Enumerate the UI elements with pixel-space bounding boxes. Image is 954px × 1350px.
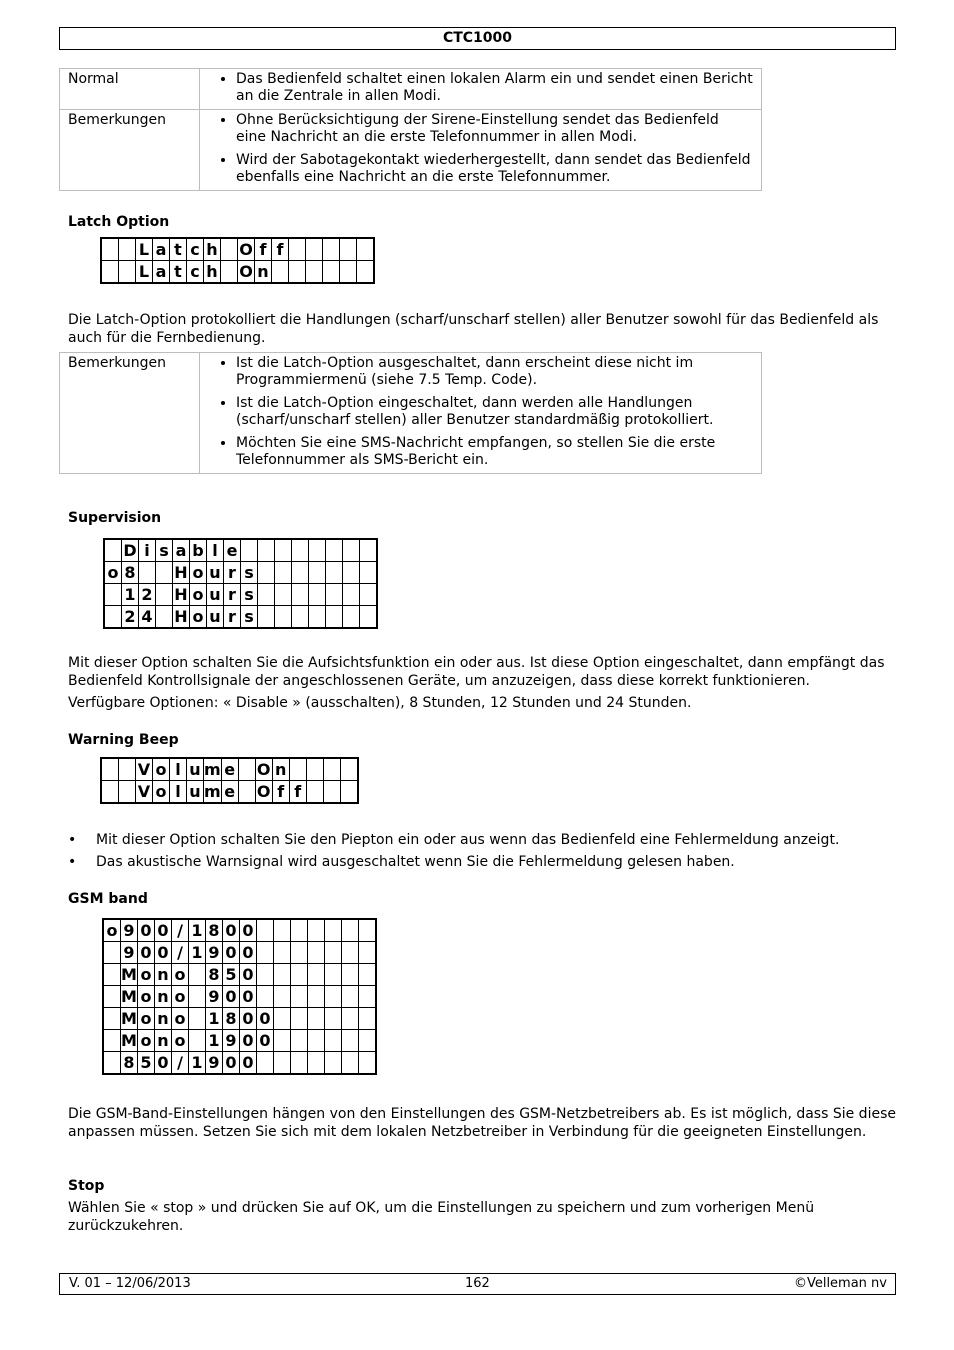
lcd-cell: a xyxy=(153,238,170,261)
lcd-cell xyxy=(359,1030,377,1052)
lcd-cell xyxy=(258,584,275,606)
lcd-cell: r xyxy=(224,606,241,629)
latch-heading: Latch Option xyxy=(68,214,170,230)
lcd-cell xyxy=(343,584,360,606)
lcd-display-warning-beep xyxy=(100,757,359,804)
lcd-cell xyxy=(340,261,357,284)
lcd-cell: u xyxy=(207,606,224,629)
lcd-cell xyxy=(359,986,377,1008)
lcd-cell: 9 xyxy=(121,942,138,964)
list-item xyxy=(68,832,898,849)
lcd-cell: 8 xyxy=(206,964,223,986)
stop-description: Wählen Sie « stop » und drücken Sie auf OK, um die Einstellungen zu speichern und zum vorherigen Menü zurückzukehren. xyxy=(68,1200,815,1234)
lcd-cell xyxy=(360,606,378,629)
lcd-cell xyxy=(103,986,121,1008)
lcd-cell: 0 xyxy=(155,942,172,964)
lcd-cell: 0 xyxy=(257,1008,274,1030)
supervision-heading: Supervision xyxy=(68,510,162,526)
lcd-cell xyxy=(306,238,323,261)
lcd-row xyxy=(101,238,374,261)
lcd-cell: 1 xyxy=(189,1052,206,1075)
lcd-cell: 0 xyxy=(240,964,257,986)
lcd-cell xyxy=(289,238,306,261)
lcd-cell: 0 xyxy=(138,919,155,942)
lcd-cell: n xyxy=(255,261,272,284)
lcd-cell xyxy=(308,1052,325,1075)
lcd-cell xyxy=(360,539,378,562)
footer-version: V. 01 – 12/06/2013 xyxy=(69,1276,191,1291)
lcd-cell xyxy=(189,1030,206,1052)
table-label: Bemerkungen xyxy=(60,110,200,191)
lcd-cell: n xyxy=(155,1008,172,1030)
latch-remarks-table xyxy=(59,352,762,474)
lcd-cell xyxy=(238,758,255,781)
lcd-cell: 9 xyxy=(206,986,223,1008)
lcd-cell: o xyxy=(153,758,170,781)
lcd-cell xyxy=(325,1008,342,1030)
lcd-cell: o xyxy=(172,964,189,986)
stop-heading: Stop xyxy=(68,1178,105,1194)
lcd-cell xyxy=(340,238,357,261)
lcd-cell: 2 xyxy=(139,584,156,606)
lcd-cell xyxy=(258,606,275,629)
lcd-cell: o xyxy=(104,562,122,584)
lcd-cell xyxy=(342,964,359,986)
lcd-cell: n xyxy=(155,1030,172,1052)
table-content xyxy=(200,110,762,191)
lcd-cell: s xyxy=(156,539,173,562)
lcd-cell: L xyxy=(136,261,153,284)
lcd-cell xyxy=(119,758,136,781)
lcd-cell xyxy=(257,942,274,964)
lcd-cell xyxy=(323,238,340,261)
lcd-cell: H xyxy=(174,563,188,582)
lcd-cell xyxy=(103,1030,121,1052)
gsm-band-heading: GSM band xyxy=(68,891,148,907)
lcd-cell xyxy=(359,942,377,964)
lcd-cell: e xyxy=(224,539,241,562)
lcd-cell: s xyxy=(241,606,258,629)
lcd-cell xyxy=(308,942,325,964)
table-label: Bemerkungen xyxy=(60,353,200,474)
lcd-cell: o xyxy=(172,1008,189,1030)
lcd-cell: 9 xyxy=(206,1052,223,1075)
lcd-cell: L xyxy=(136,238,153,261)
lcd-cell xyxy=(292,584,309,606)
lcd-cell xyxy=(257,964,274,986)
lcd-row xyxy=(104,562,377,584)
lcd-cell: u xyxy=(207,562,224,584)
lcd-cell xyxy=(342,1052,359,1075)
lcd-cell xyxy=(257,1052,274,1075)
lcd-cell: l xyxy=(170,758,187,781)
lcd-cell: M xyxy=(121,1009,137,1028)
lcd-cell: 0 xyxy=(223,942,240,964)
lcd-cell: o xyxy=(190,562,207,584)
lcd-cell: t xyxy=(170,238,187,261)
lcd-cell xyxy=(325,942,342,964)
lcd-cell xyxy=(359,964,377,986)
lcd-cell: V xyxy=(136,758,153,781)
lcd-cell xyxy=(306,261,323,284)
lcd-cell: M xyxy=(121,965,137,984)
lcd-cell xyxy=(189,964,206,986)
lcd-cell xyxy=(119,781,136,804)
lcd-cell: 1 xyxy=(122,584,139,606)
lcd-cell xyxy=(292,606,309,629)
lcd-cell: h xyxy=(204,261,221,284)
lcd-cell: n xyxy=(155,964,172,986)
lcd-cell xyxy=(342,986,359,1008)
lcd-cell xyxy=(272,261,289,284)
lcd-cell: f xyxy=(255,238,272,261)
lcd-cell: o xyxy=(172,1030,189,1052)
table-content xyxy=(200,69,762,110)
lcd-cell: 0 xyxy=(240,919,257,942)
list-item xyxy=(68,854,898,871)
lcd-cell xyxy=(103,1052,121,1075)
list-item-text: Mit dieser Option schalten Sie den Piepton ein oder aus wenn das Bedienfeld eine Fehlermeldung anzeigt. xyxy=(96,832,840,848)
lcd-cell: 9 xyxy=(121,919,138,942)
lcd-cell: r xyxy=(224,562,241,584)
lcd-cell xyxy=(101,781,119,804)
lcd-cell: 8 xyxy=(121,1052,138,1075)
lcd-cell: o xyxy=(103,919,121,942)
lcd-cell: 8 xyxy=(206,919,223,942)
lcd-cell xyxy=(340,781,358,804)
alarm-mode-table xyxy=(59,68,762,191)
lcd-cell: r xyxy=(224,584,241,606)
lcd-cell xyxy=(326,606,343,629)
lcd-cell: / xyxy=(172,1052,189,1075)
lcd-cell: 2 xyxy=(122,606,139,629)
lcd-cell: 0 xyxy=(155,1052,172,1075)
lcd-cell: i xyxy=(139,539,156,562)
lcd-cell xyxy=(323,261,340,284)
lcd-cell xyxy=(326,584,343,606)
lcd-cell: o xyxy=(138,964,155,986)
lcd-cell: o xyxy=(138,986,155,1008)
lcd-cell xyxy=(309,584,326,606)
page-footer xyxy=(59,1273,896,1295)
lcd-cell: 5 xyxy=(138,1052,155,1075)
lcd-cell: 9 xyxy=(223,1030,240,1052)
lcd-cell: n xyxy=(272,758,289,781)
lcd-cell xyxy=(274,1008,291,1030)
lcd-cell: o xyxy=(172,986,189,1008)
supervision-description: Mit dieser Option schalten Sie die Aufsichtsfunktion ein oder aus. Ist diese Option eingeschaltet, dann empfängt das Bedienfeld Kontrollsignale der angeschlossenen Geräte, um anzuzeigen, dass diese korrekt funktionieren. xyxy=(68,655,885,689)
table-row xyxy=(60,110,762,191)
table-label: Normal xyxy=(60,69,200,110)
lcd-row xyxy=(104,584,377,606)
lcd-cell: u xyxy=(187,781,204,804)
lcd-row xyxy=(101,781,358,804)
lcd-cell xyxy=(325,986,342,1008)
lcd-cell: O xyxy=(256,782,271,801)
lcd-cell: b xyxy=(190,539,207,562)
table-content xyxy=(200,353,762,474)
lcd-cell xyxy=(306,758,323,781)
lcd-cell: M xyxy=(121,1031,137,1050)
lcd-cell xyxy=(343,562,360,584)
lcd-cell: f xyxy=(289,781,306,804)
lcd-cell: 0 xyxy=(240,986,257,1008)
lcd-cell: O xyxy=(239,262,253,281)
lcd-cell xyxy=(258,562,275,584)
lcd-cell xyxy=(342,1030,359,1052)
lcd-cell: c xyxy=(187,238,204,261)
lcd-cell: V xyxy=(136,781,153,804)
lcd-cell xyxy=(359,1052,377,1075)
lcd-cell xyxy=(360,584,378,606)
list-item: • Ist die Latch-Option eingeschaltet, dann werden alle Handlungen (scharf/unscharf stellen) aller Benutzer standardmäßig protokolliert. xyxy=(236,395,753,429)
lcd-row xyxy=(104,539,377,562)
lcd-cell: 0 xyxy=(240,942,257,964)
lcd-row xyxy=(103,986,376,1008)
lcd-cell: 5 xyxy=(223,964,240,986)
lcd-row xyxy=(101,261,374,284)
lcd-cell xyxy=(359,1008,377,1030)
lcd-cell xyxy=(343,606,360,629)
lcd-cell xyxy=(306,781,323,804)
lcd-display-supervision xyxy=(103,538,378,629)
bullet-icon: • xyxy=(68,832,77,848)
lcd-cell xyxy=(189,1008,206,1030)
lcd-cell: H xyxy=(174,585,188,604)
page-header: CTC1000 xyxy=(59,27,896,50)
list-item: • Möchten Sie eine SMS-Nachricht empfangen, so stellen Sie die erste Telefonnummer als SMS-Bericht ein. xyxy=(236,435,753,469)
gsm-band-description: Die GSM-Band-Einstellungen hängen von den Einstellungen des GSM-Netzbetreibers ab. Es ist möglich, dass Sie diese anpassen müssen. Setzen Sie sich mit dem lokalen Netzbetreiber in Verbindung für die geeigneten Einstellungen. xyxy=(68,1106,896,1140)
lcd-display-latch xyxy=(100,237,375,284)
lcd-cell xyxy=(257,986,274,1008)
lcd-row xyxy=(103,1030,376,1052)
lcd-cell xyxy=(274,1030,291,1052)
lcd-cell xyxy=(275,539,292,562)
lcd-cell: 0 xyxy=(223,919,240,942)
lcd-cell xyxy=(156,584,173,606)
lcd-cell: m xyxy=(204,782,221,801)
lcd-cell: o xyxy=(138,1030,155,1052)
lcd-cell: o xyxy=(138,1008,155,1030)
lcd-cell xyxy=(189,986,206,1008)
lcd-cell xyxy=(104,606,122,629)
lcd-cell xyxy=(258,539,275,562)
lcd-cell: 4 xyxy=(139,606,156,629)
lcd-cell: / xyxy=(172,919,189,942)
lcd-cell: t xyxy=(170,261,187,284)
lcd-cell: m xyxy=(204,760,221,779)
lcd-cell xyxy=(274,1052,291,1075)
lcd-cell xyxy=(291,919,308,942)
lcd-cell xyxy=(326,539,343,562)
lcd-cell xyxy=(257,919,274,942)
lcd-cell: 0 xyxy=(240,1052,257,1075)
lcd-row xyxy=(101,758,358,781)
lcd-cell xyxy=(101,238,119,261)
lcd-cell: O xyxy=(239,240,253,259)
lcd-cell: 0 xyxy=(240,1008,257,1030)
lcd-cell xyxy=(325,919,342,942)
list-item: • Wird der Sabotagekontakt wiederhergestellt, dann sendet das Bedienfeld ebenfalls eine Nachricht an die erste Telefonnummer. xyxy=(236,152,753,186)
lcd-cell xyxy=(323,758,340,781)
list-item-text: Das akustische Warnsignal wird ausgeschaltet wenn Sie die Fehlermeldung gelesen haben. xyxy=(96,854,735,870)
lcd-row xyxy=(103,1008,376,1030)
lcd-cell xyxy=(289,758,306,781)
lcd-row xyxy=(103,964,376,986)
lcd-cell xyxy=(156,606,173,629)
lcd-cell: c xyxy=(187,261,204,284)
lcd-cell xyxy=(308,1008,325,1030)
lcd-cell xyxy=(275,562,292,584)
lcd-cell xyxy=(308,986,325,1008)
lcd-cell xyxy=(104,584,122,606)
footer-copyright: ©Velleman nv xyxy=(793,1276,887,1291)
lcd-cell xyxy=(291,1052,308,1075)
lcd-cell: h xyxy=(204,238,221,261)
lcd-cell: O xyxy=(256,760,271,779)
lcd-cell xyxy=(342,919,359,942)
lcd-cell xyxy=(292,562,309,584)
list-item: • Ist die Latch-Option ausgeschaltet, dann erscheint diese nicht im Programmiermenü (siehe 7.5 Temp. Code). xyxy=(236,355,753,389)
lcd-cell: / xyxy=(172,942,189,964)
lcd-cell xyxy=(274,942,291,964)
lcd-cell xyxy=(325,1052,342,1075)
lcd-cell: 1 xyxy=(206,1030,223,1052)
lcd-cell xyxy=(119,238,136,261)
bullet-icon: • xyxy=(68,854,77,870)
lcd-cell: 8 xyxy=(223,1008,240,1030)
lcd-cell xyxy=(274,964,291,986)
lcd-cell: u xyxy=(187,758,204,781)
warning-beep-heading: Warning Beep xyxy=(68,732,179,748)
lcd-cell: M xyxy=(121,987,137,1006)
lcd-cell: 1 xyxy=(206,1008,223,1030)
lcd-cell xyxy=(359,919,377,942)
lcd-cell xyxy=(104,539,122,562)
list-item: • Ohne Berücksichtigung der Sirene-Einstellung sendet das Bedienfeld eine Nachricht an die erste Telefonnummer in allen Modi. xyxy=(236,112,753,146)
lcd-cell xyxy=(241,539,258,562)
lcd-cell: 8 xyxy=(122,562,139,584)
lcd-cell xyxy=(309,539,326,562)
lcd-cell xyxy=(323,781,340,804)
table-row xyxy=(60,69,762,110)
lcd-cell: l xyxy=(207,539,224,562)
lcd-cell: e xyxy=(221,781,238,804)
lcd-cell: o xyxy=(190,606,207,629)
latch-description: Die Latch-Option protokolliert die Handlungen (scharf/unscharf stellen) aller Benutzer sowohl für das Bedienfeld als auch für die Fernbedienung. xyxy=(68,312,879,346)
lcd-row xyxy=(103,919,376,942)
lcd-cell: 9 xyxy=(206,942,223,964)
warning-beep-list xyxy=(68,832,898,876)
lcd-cell: 0 xyxy=(155,919,172,942)
lcd-cell xyxy=(343,539,360,562)
lcd-cell xyxy=(156,562,173,584)
lcd-cell: 0 xyxy=(138,942,155,964)
lcd-cell xyxy=(342,1008,359,1030)
lcd-cell: f xyxy=(272,781,289,804)
lcd-cell: n xyxy=(155,986,172,1008)
footer-page-number: 162 xyxy=(465,1276,490,1291)
lcd-cell xyxy=(325,1030,342,1052)
lcd-cell xyxy=(119,261,136,284)
lcd-cell: a xyxy=(153,261,170,284)
lcd-cell: 1 xyxy=(189,942,206,964)
lcd-row xyxy=(103,942,376,964)
lcd-cell xyxy=(275,606,292,629)
lcd-cell xyxy=(292,539,309,562)
table-row xyxy=(60,353,762,474)
lcd-cell xyxy=(308,1030,325,1052)
lcd-cell xyxy=(238,781,255,804)
lcd-cell: 0 xyxy=(240,1030,257,1052)
lcd-cell xyxy=(103,964,121,986)
lcd-cell: H xyxy=(174,607,188,626)
lcd-cell xyxy=(274,986,291,1008)
lcd-cell xyxy=(291,986,308,1008)
lcd-row xyxy=(104,606,377,629)
list-item: • Das Bedienfeld schaltet einen lokalen Alarm ein und sendet einen Bericht an die Zentrale in allen Modi. xyxy=(236,71,753,105)
lcd-cell: s xyxy=(241,562,258,584)
lcd-cell: D xyxy=(123,541,137,560)
lcd-cell: f xyxy=(272,238,289,261)
lcd-cell: 0 xyxy=(223,1052,240,1075)
lcd-cell: 1 xyxy=(189,919,206,942)
lcd-display-gsm-band xyxy=(102,918,377,1075)
lcd-cell xyxy=(309,562,326,584)
lcd-cell xyxy=(357,261,375,284)
lcd-cell xyxy=(342,942,359,964)
lcd-cell xyxy=(221,261,238,284)
lcd-cell: a xyxy=(173,539,190,562)
lcd-row xyxy=(103,1052,376,1075)
lcd-cell xyxy=(357,238,375,261)
lcd-cell xyxy=(103,1008,121,1030)
lcd-cell xyxy=(340,758,358,781)
lcd-cell xyxy=(291,1008,308,1030)
lcd-cell: 0 xyxy=(257,1030,274,1052)
lcd-cell: o xyxy=(153,781,170,804)
lcd-cell xyxy=(325,964,342,986)
lcd-cell xyxy=(308,919,325,942)
lcd-cell xyxy=(309,606,326,629)
lcd-cell xyxy=(289,261,306,284)
lcd-cell xyxy=(103,942,121,964)
lcd-cell: s xyxy=(241,584,258,606)
lcd-cell xyxy=(101,261,119,284)
lcd-cell: l xyxy=(170,781,187,804)
lcd-cell xyxy=(275,584,292,606)
lcd-cell xyxy=(291,1030,308,1052)
lcd-cell xyxy=(274,919,291,942)
lcd-cell xyxy=(291,964,308,986)
lcd-cell xyxy=(221,238,238,261)
supervision-options: Verfügbare Optionen: « Disable » (ausschalten), 8 Stunden, 12 Stunden und 24 Stunden. xyxy=(68,695,692,711)
lcd-cell xyxy=(291,942,308,964)
lcd-cell: e xyxy=(221,758,238,781)
lcd-cell xyxy=(308,964,325,986)
lcd-cell xyxy=(139,562,156,584)
lcd-cell: o xyxy=(190,584,207,606)
lcd-cell xyxy=(360,562,378,584)
lcd-cell: 0 xyxy=(223,986,240,1008)
lcd-cell xyxy=(326,562,343,584)
lcd-cell: u xyxy=(207,584,224,606)
lcd-cell xyxy=(101,758,119,781)
